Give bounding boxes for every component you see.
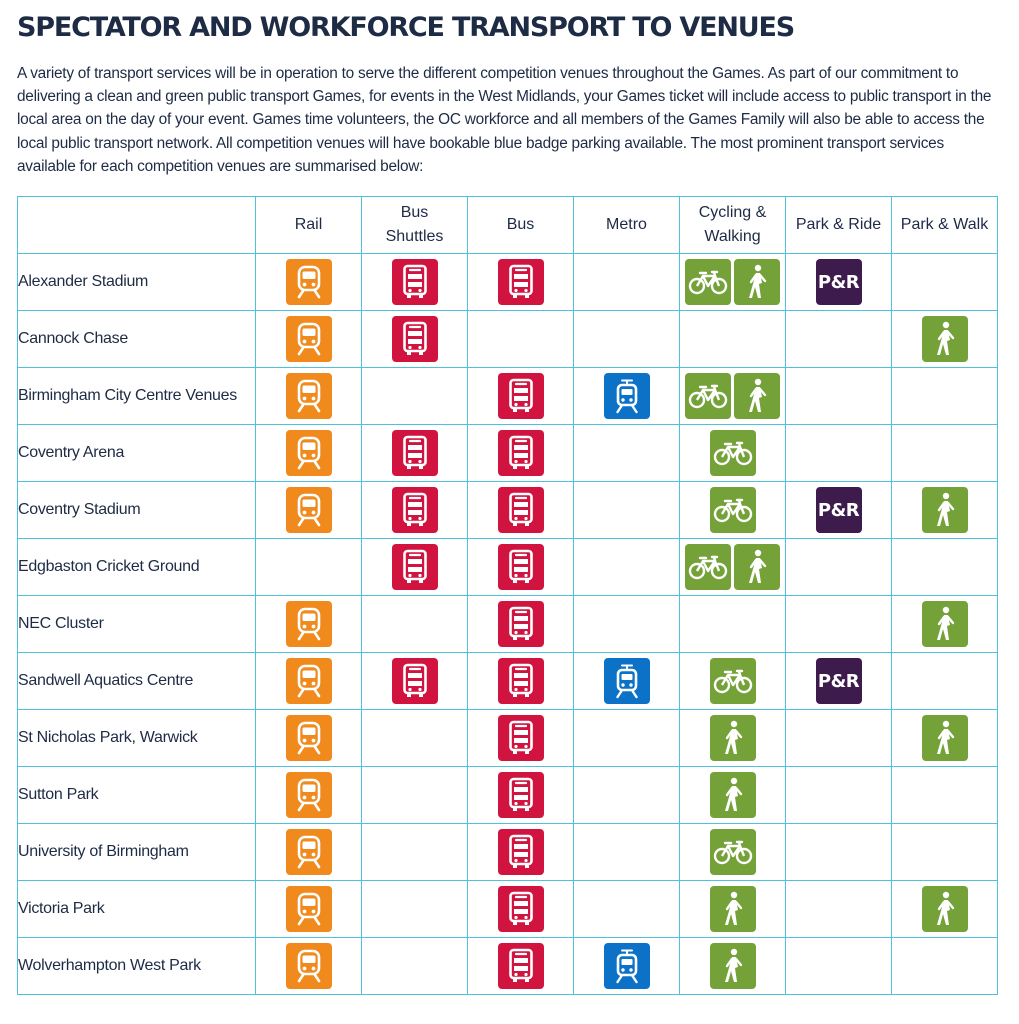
pedestrian-icon — [922, 316, 968, 362]
bus-cell — [468, 368, 574, 425]
bus-header-label: Bus — [506, 216, 535, 233]
train-icon — [286, 487, 332, 533]
bus-shuttles-header-line1: Bus — [400, 204, 429, 221]
metro-cell — [574, 824, 680, 881]
bus-cell — [468, 824, 574, 881]
rail-cell — [256, 767, 362, 824]
bus-icon — [392, 658, 438, 704]
table-row — [18, 653, 998, 710]
table-row — [18, 425, 998, 482]
train-icon — [286, 829, 332, 875]
bus-shuttles-header-line2: Shuttles — [385, 228, 444, 245]
page-title: SPECTATOR AND WORKFORCE TRANSPORT TO VENUES — [17, 12, 794, 43]
park-walk-cell — [892, 368, 998, 425]
park-walk-cell — [892, 938, 998, 995]
tram-icon — [604, 658, 650, 704]
train-icon — [286, 601, 332, 647]
venue-name: Sutton Park — [18, 767, 256, 824]
cycling-walking-cell — [680, 596, 786, 653]
park-walk-cell — [892, 824, 998, 881]
bus-icon — [392, 487, 438, 533]
park-and-ride-label: P&R — [817, 271, 860, 293]
park-and-ride-icon — [816, 259, 862, 305]
bus-shuttles-cell — [362, 596, 468, 653]
bus-cell — [468, 311, 574, 368]
bus-icon — [392, 316, 438, 362]
train-icon — [286, 430, 332, 476]
metro-cell — [574, 368, 680, 425]
bicycle-icon — [685, 544, 731, 590]
bus-shuttles-cell — [362, 824, 468, 881]
rail-column-header — [256, 197, 362, 254]
rail-cell — [256, 254, 362, 311]
table-row — [18, 368, 998, 425]
table-header-row — [18, 197, 998, 254]
bus-cell — [468, 710, 574, 767]
metro-cell — [574, 881, 680, 938]
park-ride-cell — [786, 311, 892, 368]
park-walk-cell — [892, 539, 998, 596]
park-ride-cell — [786, 710, 892, 767]
bicycle-icon — [685, 259, 731, 305]
bicycle-icon — [710, 829, 756, 875]
metro-cell — [574, 311, 680, 368]
bus-cell — [468, 425, 574, 482]
bus-icon — [498, 601, 544, 647]
cycling-walking-column-header — [680, 197, 786, 254]
transport-table — [17, 196, 998, 995]
rail-cell — [256, 311, 362, 368]
park-and-ride-label: P&R — [817, 499, 860, 521]
venue-name: Alexander Stadium — [18, 254, 256, 311]
bus-icon — [498, 886, 544, 932]
bus-icon — [498, 943, 544, 989]
pedestrian-icon — [734, 373, 780, 419]
rail-cell — [256, 938, 362, 995]
bus-column-header — [468, 197, 574, 254]
cycling-walking-cell — [680, 368, 786, 425]
park-ride-cell — [786, 824, 892, 881]
intro-paragraph: A variety of transport services will be in operation to serve the different competition venues throughout the Games. As part of our commitment to delivering a clean and green public transport Games, for events in the West Midlands, your Games ticket will include access to public transport in the local area on the day of your event. Games time volunteers, the OC workforce and all members of the Games Family will also be able to access the local public transport network. All competition venues will have bookable blue badge parking available. The most prominent transport services available for each competition venues are summarised below: — [17, 65, 992, 175]
train-icon — [286, 886, 332, 932]
cycling-walking-cell — [680, 881, 786, 938]
bus-cell — [468, 938, 574, 995]
park-ride-cell — [786, 425, 892, 482]
tram-icon — [604, 373, 650, 419]
park-and-ride-icon — [816, 658, 862, 704]
cycling-walking-cell — [680, 539, 786, 596]
rail-cell — [256, 596, 362, 653]
bus-shuttles-cell — [362, 938, 468, 995]
pedestrian-icon — [710, 886, 756, 932]
cycling-walking-cell — [680, 653, 786, 710]
bus-shuttles-cell — [362, 710, 468, 767]
park-walk-cell — [892, 425, 998, 482]
cycling-walking-cell — [680, 710, 786, 767]
cycling-walking-cell — [680, 254, 786, 311]
cycling-walking-cell — [680, 938, 786, 995]
bus-cell — [468, 881, 574, 938]
rail-cell — [256, 425, 362, 482]
venue-name: St Nicholas Park, Warwick — [18, 710, 256, 767]
venue-column-header — [18, 197, 256, 254]
park-walk-cell — [892, 311, 998, 368]
cycling-walking-cell — [680, 482, 786, 539]
bicycle-icon — [710, 658, 756, 704]
train-icon — [286, 715, 332, 761]
pedestrian-icon — [922, 886, 968, 932]
bus-icon — [498, 715, 544, 761]
park-ride-header-label: Park & Ride — [795, 216, 882, 233]
venue-name: Cannock Chase — [18, 311, 256, 368]
metro-cell — [574, 254, 680, 311]
metro-cell — [574, 596, 680, 653]
venue-name: Edgbaston Cricket Ground — [18, 539, 256, 596]
park-walk-header-label: Park & Walk — [900, 216, 989, 233]
table-row — [18, 539, 998, 596]
table-row — [18, 767, 998, 824]
table-row — [18, 254, 998, 311]
bus-shuttles-cell — [362, 482, 468, 539]
bus-cell — [468, 596, 574, 653]
cycling-walking-header-line1: Cycling & — [698, 204, 767, 221]
venue-name: Birmingham City Centre Venues — [18, 368, 256, 425]
bus-cell — [468, 254, 574, 311]
pedestrian-icon — [710, 772, 756, 818]
table-row — [18, 311, 998, 368]
park-walk-cell — [892, 653, 998, 710]
park-and-ride-icon — [816, 487, 862, 533]
pedestrian-icon — [710, 715, 756, 761]
train-icon — [286, 316, 332, 362]
bus-cell — [468, 767, 574, 824]
bus-shuttles-cell — [362, 653, 468, 710]
table-row — [18, 482, 998, 539]
park-walk-cell — [892, 767, 998, 824]
bus-icon — [392, 544, 438, 590]
venue-name: Victoria Park — [18, 881, 256, 938]
venue-name: Coventry Stadium — [18, 482, 256, 539]
pedestrian-icon — [922, 715, 968, 761]
park-ride-cell — [786, 368, 892, 425]
bus-icon — [498, 772, 544, 818]
cycling-walking-cell — [680, 824, 786, 881]
pedestrian-icon — [710, 943, 756, 989]
bicycle-icon — [685, 373, 731, 419]
metro-cell — [574, 539, 680, 596]
train-icon — [286, 373, 332, 419]
bus-icon — [392, 430, 438, 476]
bus-cell — [468, 653, 574, 710]
park-ride-cell — [786, 938, 892, 995]
tram-icon — [604, 943, 650, 989]
bus-cell — [468, 482, 574, 539]
bus-shuttles-cell — [362, 368, 468, 425]
metro-cell — [574, 938, 680, 995]
rail-cell — [256, 653, 362, 710]
cycling-walking-cell — [680, 311, 786, 368]
park-walk-cell — [892, 254, 998, 311]
bus-icon — [498, 658, 544, 704]
metro-cell — [574, 653, 680, 710]
bus-icon — [498, 544, 544, 590]
cycling-walking-header-line2: Walking — [704, 228, 761, 245]
park-walk-cell — [892, 596, 998, 653]
venue-name: Sandwell Aquatics Centre — [18, 653, 256, 710]
table-body — [18, 254, 998, 995]
pedestrian-icon — [922, 601, 968, 647]
pedestrian-icon — [734, 544, 780, 590]
bus-icon — [392, 259, 438, 305]
bus-icon — [498, 829, 544, 875]
train-icon — [286, 772, 332, 818]
table-row — [18, 596, 998, 653]
pedestrian-icon — [734, 259, 780, 305]
bus-icon — [498, 373, 544, 419]
train-icon — [286, 658, 332, 704]
rail-cell — [256, 824, 362, 881]
bus-shuttles-cell — [362, 881, 468, 938]
bus-shuttles-cell — [362, 539, 468, 596]
pedestrian-icon — [922, 487, 968, 533]
venue-name: NEC Cluster — [18, 596, 256, 653]
cycling-walking-cell — [680, 425, 786, 482]
venue-name: Wolverhampton West Park — [18, 938, 256, 995]
bus-shuttles-cell — [362, 254, 468, 311]
rail-header-label: Rail — [294, 216, 323, 233]
table-row — [18, 824, 998, 881]
bus-icon — [498, 430, 544, 476]
bus-shuttles-cell — [362, 311, 468, 368]
bicycle-icon — [710, 487, 756, 533]
venue-name: University of Birmingham — [18, 824, 256, 881]
park-ride-cell — [786, 596, 892, 653]
park-walk-cell — [892, 482, 998, 539]
metro-cell — [574, 482, 680, 539]
park-ride-cell — [786, 767, 892, 824]
park-ride-cell — [786, 254, 892, 311]
park-and-ride-label: P&R — [817, 670, 860, 692]
bicycle-icon — [710, 430, 756, 476]
bus-shuttles-cell — [362, 425, 468, 482]
bus-icon — [498, 487, 544, 533]
metro-cell — [574, 710, 680, 767]
bus-cell — [468, 539, 574, 596]
park-walk-cell — [892, 881, 998, 938]
metro-column-header — [574, 197, 680, 254]
rail-cell — [256, 482, 362, 539]
table-row — [18, 938, 998, 995]
park-ride-cell — [786, 653, 892, 710]
rail-cell — [256, 539, 362, 596]
rail-cell — [256, 881, 362, 938]
table-row — [18, 881, 998, 938]
metro-header-label: Metro — [606, 216, 647, 233]
park-ride-cell — [786, 539, 892, 596]
park-walk-cell — [892, 710, 998, 767]
park-ride-cell — [786, 482, 892, 539]
rail-cell — [256, 710, 362, 767]
metro-cell — [574, 767, 680, 824]
park-ride-cell — [786, 881, 892, 938]
bus-shuttles-cell — [362, 767, 468, 824]
park-walk-column-header — [892, 197, 998, 254]
park-ride-column-header — [786, 197, 892, 254]
venue-name: Coventry Arena — [18, 425, 256, 482]
train-icon — [286, 259, 332, 305]
table-row — [18, 710, 998, 767]
bus-shuttles-column-header — [362, 197, 468, 254]
train-icon — [286, 943, 332, 989]
metro-cell — [574, 425, 680, 482]
rail-cell — [256, 368, 362, 425]
bus-icon — [498, 259, 544, 305]
cycling-walking-cell — [680, 767, 786, 824]
